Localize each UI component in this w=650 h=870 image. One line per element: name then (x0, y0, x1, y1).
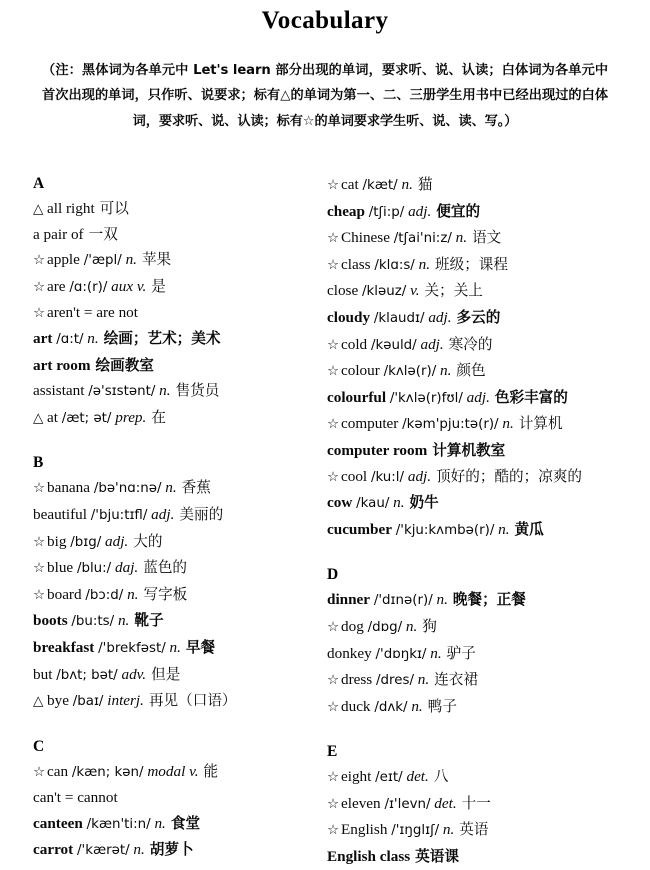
star-mark-icon: ☆ (327, 256, 340, 272)
star-mark-icon: ☆ (33, 763, 46, 779)
entry-headword: but (33, 665, 53, 683)
entry-translation: 英语 (459, 821, 489, 839)
entry-translation: 色彩丰富的 (494, 388, 568, 406)
entry-headword: beautiful (33, 505, 87, 523)
entry-pronunciation: /ɑ:(r)/ (69, 279, 108, 295)
entry-part-of-speech: interj. (107, 692, 144, 710)
vocabulary-entry (327, 172, 650, 199)
entry-part-of-speech: det. (406, 768, 429, 786)
entry-headword: English class (327, 848, 411, 866)
entry-part-of-speech: n. (169, 638, 181, 656)
entry-part-of-speech: n. (405, 617, 418, 635)
vocabulary-entry (327, 358, 650, 385)
entry-pronunciation: /ɪ'levn/ (384, 796, 431, 812)
star-mark-icon: ☆ (327, 363, 340, 379)
entry-part-of-speech: n. (417, 671, 430, 689)
star-mark-icon: ☆ (33, 480, 46, 496)
vocabulary-entry (33, 326, 300, 353)
section-letter-heading: E (327, 743, 338, 761)
entry-pronunciation: /blu:/ (76, 561, 112, 577)
entry-translation: 顶好的；酷的；凉爽的 (436, 467, 583, 485)
star-mark-icon: ☆ (327, 795, 340, 811)
entry-part-of-speech: prep. (115, 408, 147, 426)
entry-translation: 食堂 (170, 814, 201, 832)
vocabulary-entry (327, 641, 650, 668)
entry-part-of-speech: n. (455, 229, 468, 247)
entry-part-of-speech: det. (434, 794, 457, 812)
entry-translation: 是 (151, 277, 166, 295)
entry-translation: 寒冷的 (448, 335, 493, 353)
entry-headword: cucumber (327, 520, 392, 538)
entry-pronunciation: /bə'nɑ:nə/ (93, 481, 162, 497)
entry-part-of-speech: adj. (466, 388, 490, 406)
star-mark-icon: ☆ (327, 672, 340, 688)
entry-pronunciation: /kæt/ (362, 178, 398, 193)
star-mark-icon: ☆ (33, 252, 46, 268)
section-letter-heading: C (33, 737, 45, 755)
entry-translation: 再见（口语） (148, 692, 237, 710)
triangle-mark-icon: △ (33, 693, 44, 709)
entry-translation: 便宜的 (436, 202, 481, 220)
vocabulary-entry (327, 305, 650, 332)
entry-headword: can (47, 762, 69, 780)
vocabulary-entry (327, 587, 650, 614)
entry-part-of-speech: n. (502, 415, 514, 433)
triangle-mark-icon: △ (33, 409, 44, 425)
entry-part-of-speech: n. (430, 644, 442, 662)
entry-translation: 狗 (422, 617, 437, 635)
star-mark-icon: ☆ (33, 560, 46, 576)
vocabulary-entry (33, 582, 300, 609)
entry-headword: Chinese (341, 229, 390, 247)
entry-pronunciation: /kæn'ti:n/ (86, 816, 151, 832)
entry-pronunciation: /'kʌlə(r)fʊl/ (389, 390, 463, 406)
vocabulary-entry (33, 405, 300, 432)
entry-part-of-speech: n. (154, 814, 166, 832)
entry-translation: 多云的 (456, 308, 501, 326)
entry-part-of-speech: n. (87, 329, 99, 347)
entry-pronunciation: /dʌk/ (374, 699, 408, 715)
vocabulary-section (33, 735, 300, 864)
vocabulary-entry (327, 278, 650, 305)
entry-pronunciation: /kəuld/ (370, 337, 417, 353)
entry-translation: 鸭子 (427, 697, 457, 715)
vocabulary-entry (33, 759, 300, 786)
entry-part-of-speech: adj. (408, 202, 432, 220)
entry-translation: 晚餐；正餐 (452, 591, 526, 609)
entry-pronunciation: /klaudɪ/ (373, 310, 425, 326)
vocabulary-section (33, 451, 300, 714)
vocabulary-entry (327, 385, 650, 412)
entry-part-of-speech: daj. (115, 559, 139, 577)
entry-headword: colourful (327, 388, 387, 406)
entry-headword: eight (341, 768, 372, 786)
entry-pronunciation: /kʌlə(r)/ (383, 364, 437, 380)
entry-translation: 计算机教室 (432, 441, 506, 459)
entry-translation: 绘画；艺术；美术 (103, 329, 221, 347)
star-mark-icon: ☆ (33, 278, 46, 294)
vocabulary-entry (327, 694, 650, 721)
vocabulary-entry (327, 764, 650, 791)
vocabulary-entry (327, 614, 650, 641)
entry-headword: colour (341, 362, 380, 380)
entry-pronunciation: /kləuz/ (362, 284, 407, 300)
vocabulary-entry (327, 438, 650, 464)
section-letter-heading: D (327, 566, 339, 584)
entry-translation: 香蕉 (181, 479, 211, 497)
entry-translation: 计算机 (518, 415, 563, 433)
entry-headword: cloudy (327, 308, 371, 326)
entry-translation: 但是 (151, 665, 181, 683)
vocabulary-entry (33, 785, 300, 811)
entry-part-of-speech: n. (442, 821, 455, 839)
vocabulary-entry (33, 555, 300, 582)
vocabulary-entry (33, 837, 300, 864)
entry-pronunciation: /dres/ (376, 673, 414, 689)
entry-part-of-speech: n. (117, 612, 130, 630)
entry-pronunciation: /'dɒŋkɪ/ (375, 646, 427, 662)
entry-headword: computer room (327, 441, 428, 459)
vocabulary-entry (33, 247, 300, 274)
entry-headword: duck (341, 697, 371, 715)
entry-translation: 语文 (472, 229, 502, 247)
entry-part-of-speech: adv. (121, 665, 147, 683)
entry-part-of-speech: aux v. (111, 277, 147, 295)
vocabulary-section (33, 172, 300, 431)
entry-headword: computer (341, 415, 399, 433)
vocabulary-entry (327, 817, 650, 844)
entry-part-of-speech: n. (125, 251, 137, 269)
entry-pronunciation: /tʃai'ni:z/ (393, 231, 452, 247)
entry-part-of-speech: n. (133, 841, 145, 859)
vocabulary-entry (33, 688, 300, 715)
vocabulary-entry (33, 353, 300, 379)
star-mark-icon: ☆ (327, 822, 340, 838)
vocabulary-entry (33, 300, 300, 326)
page-title: Vocabulary (261, 7, 389, 34)
section-letter-heading: A (33, 175, 45, 192)
entry-headword: bye (47, 692, 69, 710)
vocabulary-entry (33, 662, 300, 689)
entry-translation: 绘画教室 (95, 356, 154, 374)
entry-pronunciation: /'æpl/ (83, 253, 122, 269)
entry-translation: 早餐 (185, 638, 216, 656)
star-mark-icon: ☆ (327, 769, 340, 785)
star-mark-icon: ☆ (33, 533, 46, 549)
entry-headword: big (47, 532, 67, 550)
entry-pronunciation: /kæn; kən/ (71, 764, 144, 780)
entry-translation: 驴子 (446, 644, 476, 662)
vocabulary-entry (327, 517, 650, 544)
star-mark-icon: ☆ (327, 416, 340, 432)
vocabulary-section (327, 563, 650, 720)
entry-translation: 猫 (417, 176, 433, 193)
entry-part-of-speech: n. (401, 176, 413, 193)
entry-pronunciation: /æt; ət/ (61, 410, 112, 426)
entry-headword: apple (47, 251, 80, 269)
entry-part-of-speech: adj. (420, 335, 444, 353)
entry-translation: 八 (433, 768, 449, 786)
entry-translation: 苹果 (141, 251, 172, 269)
entry-headword: at (47, 408, 58, 426)
entry-part-of-speech: n. (436, 591, 448, 609)
entry-part-of-speech: v. (410, 282, 420, 300)
entry-pronunciation: /bu:ts/ (71, 614, 115, 630)
entry-translation: 连衣裙 (434, 671, 478, 689)
vocabulary-column-left (0, 172, 300, 864)
entry-translation: 可以 (99, 200, 129, 217)
entry-headword: cold (341, 335, 368, 353)
entry-headword: dress (341, 671, 373, 689)
vocabulary-entry (327, 844, 650, 870)
entry-part-of-speech: n. (165, 479, 177, 497)
entry-headword: cheap (327, 202, 365, 220)
vocabulary-entry (33, 502, 300, 529)
entry-translation: 大的 (133, 532, 163, 550)
entry-pronunciation: /ku:l/ (370, 469, 405, 485)
entry-translation: 颜色 (456, 362, 486, 380)
entry-pronunciation: /bʌt; bət/ (56, 667, 118, 683)
entry-part-of-speech: adj. (105, 532, 129, 550)
entry-headword: close (327, 282, 359, 300)
entry-headword: can't = cannot (33, 789, 118, 807)
entry-pronunciation: /klɑ:s/ (374, 257, 415, 273)
usage-note: （注：黑体词为各单元中 Let's learn 部分出现的单词，要求听、说、认读；白体词为各单元中首次出现的单词，只作听、说要求；标有△的单词为第一、二、三册学生用书中已经出现过的白体词，要求听、说、认读；标有☆的单词要求学生听、说、读、写。） (42, 62, 608, 129)
vocabulary-entry (33, 811, 300, 838)
entry-pronunciation: /'kju:kʌmbə(r)/ (395, 522, 495, 538)
vocabulary-entry (33, 378, 300, 405)
star-mark-icon: ☆ (33, 586, 46, 602)
vocabulary-entry (327, 332, 650, 359)
entry-pronunciation: /bɔ:d/ (85, 587, 124, 603)
entry-headword: banana (47, 479, 91, 497)
star-mark-icon: ☆ (327, 230, 340, 246)
entry-part-of-speech: n. (498, 520, 510, 538)
entry-pronunciation: /eɪt/ (375, 770, 403, 786)
entry-pronunciation: /ɑ:t/ (56, 331, 84, 347)
entry-translation: 蓝色的 (143, 559, 188, 577)
vocabulary-section (327, 172, 650, 543)
entry-part-of-speech: n. (127, 585, 139, 603)
entry-translation: 一双 (88, 225, 118, 243)
star-mark-icon: ☆ (33, 305, 46, 321)
section-letter-heading: B (33, 454, 44, 472)
entry-headword: assistant (33, 382, 85, 400)
vocabulary-entry (33, 635, 300, 662)
entry-part-of-speech: adj. (428, 308, 452, 326)
entry-pronunciation: /kau/ (356, 496, 390, 512)
entry-headword: art (33, 329, 53, 347)
entry-part-of-speech: n. (411, 697, 423, 715)
entry-headword: art room (33, 356, 91, 374)
vocabulary-column-right (300, 172, 650, 870)
entry-translation: 胡萝卜 (149, 841, 194, 859)
star-mark-icon: ☆ (327, 618, 340, 634)
entry-translation: 奶牛 (409, 494, 439, 512)
entry-pronunciation: /kəm'pju:tə(r)/ (402, 417, 499, 433)
vocabulary-entry (327, 791, 650, 818)
entry-pronunciation: /tʃi:p/ (368, 204, 405, 220)
entry-part-of-speech: n. (440, 362, 452, 380)
entry-headword: carrot (33, 841, 74, 859)
entry-pronunciation: /'ɪŋglɪʃ/ (391, 823, 440, 839)
entry-translation: 关；关上 (424, 282, 483, 300)
entry-headword: boots (33, 612, 68, 630)
entry-headword: blue (47, 559, 74, 577)
star-mark-icon: ☆ (327, 336, 340, 352)
entry-translation: 在 (151, 408, 166, 426)
entry-pronunciation: /'dɪnə(r)/ (373, 593, 433, 609)
vocabulary-entry (33, 608, 300, 635)
vocabulary-entry (33, 274, 300, 301)
entry-pronunciation: /'brekfəst/ (98, 640, 166, 656)
entry-translation: 美丽的 (179, 505, 224, 523)
entry-part-of-speech: n. (393, 494, 405, 512)
entry-headword: aren't = are not (47, 304, 138, 322)
entry-pronunciation: /ə'sɪstənt/ (88, 384, 156, 400)
star-mark-icon: ☆ (327, 698, 340, 714)
entry-translation: 十一 (461, 794, 491, 812)
entry-translation: 售货员 (175, 382, 220, 400)
triangle-mark-icon: △ (33, 201, 44, 216)
entry-headword: class (341, 255, 371, 273)
entry-part-of-speech: n. (159, 382, 171, 400)
entry-headword: all right (47, 200, 95, 217)
entry-pronunciation: /'bju:tɪfl/ (90, 507, 148, 523)
vocabulary-entry (327, 411, 650, 438)
entry-headword: cow (327, 494, 353, 512)
entry-part-of-speech: adj. (151, 505, 175, 523)
entry-headword: a pair of (33, 225, 84, 243)
vocabulary-entry (33, 529, 300, 556)
vocabulary-section (327, 740, 650, 869)
entry-pronunciation: /dɒg/ (367, 619, 403, 635)
vocabulary-entry (33, 475, 300, 502)
entry-translation: 写字板 (143, 585, 188, 603)
entry-translation: 英语课 (415, 848, 459, 866)
vocabulary-entry (33, 222, 300, 248)
entry-pronunciation: /baɪ/ (72, 694, 104, 710)
vocabulary-entry (327, 225, 650, 252)
entry-translation: 黄瓜 (514, 520, 544, 538)
entry-headword: cat (341, 176, 359, 193)
entry-headword: dog (341, 617, 364, 635)
entry-headword: breakfast (33, 638, 95, 656)
star-mark-icon: ☆ (327, 468, 340, 484)
entry-headword: are (47, 277, 66, 295)
entry-part-of-speech: n. (418, 255, 431, 273)
entry-headword: board (47, 585, 82, 603)
entry-part-of-speech: adj. (407, 467, 432, 485)
entry-headword: English (341, 821, 388, 839)
entry-headword: canteen (33, 814, 83, 832)
vocabulary-entry (327, 490, 650, 517)
entry-translation: 靴子 (134, 612, 164, 630)
vocabulary-entry (327, 199, 650, 226)
entry-headword: eleven (341, 794, 381, 812)
vocabulary-entry (327, 667, 650, 694)
entry-pronunciation: /bɪg/ (70, 534, 102, 550)
entry-headword: cool (341, 467, 368, 485)
entry-translation: 班级；课程 (435, 255, 508, 273)
entry-headword: dinner (327, 591, 371, 609)
star-mark-icon: ☆ (327, 177, 340, 192)
vocabulary-entry (327, 464, 650, 491)
entry-pronunciation: /'kærət/ (77, 843, 130, 859)
vocabulary-entry (33, 196, 300, 222)
vocabulary-columns (0, 172, 650, 870)
entry-translation: 能 (203, 762, 219, 780)
entry-headword: donkey (327, 644, 372, 662)
entry-part-of-speech: modal v. (147, 762, 199, 780)
vocabulary-entry (327, 252, 650, 279)
